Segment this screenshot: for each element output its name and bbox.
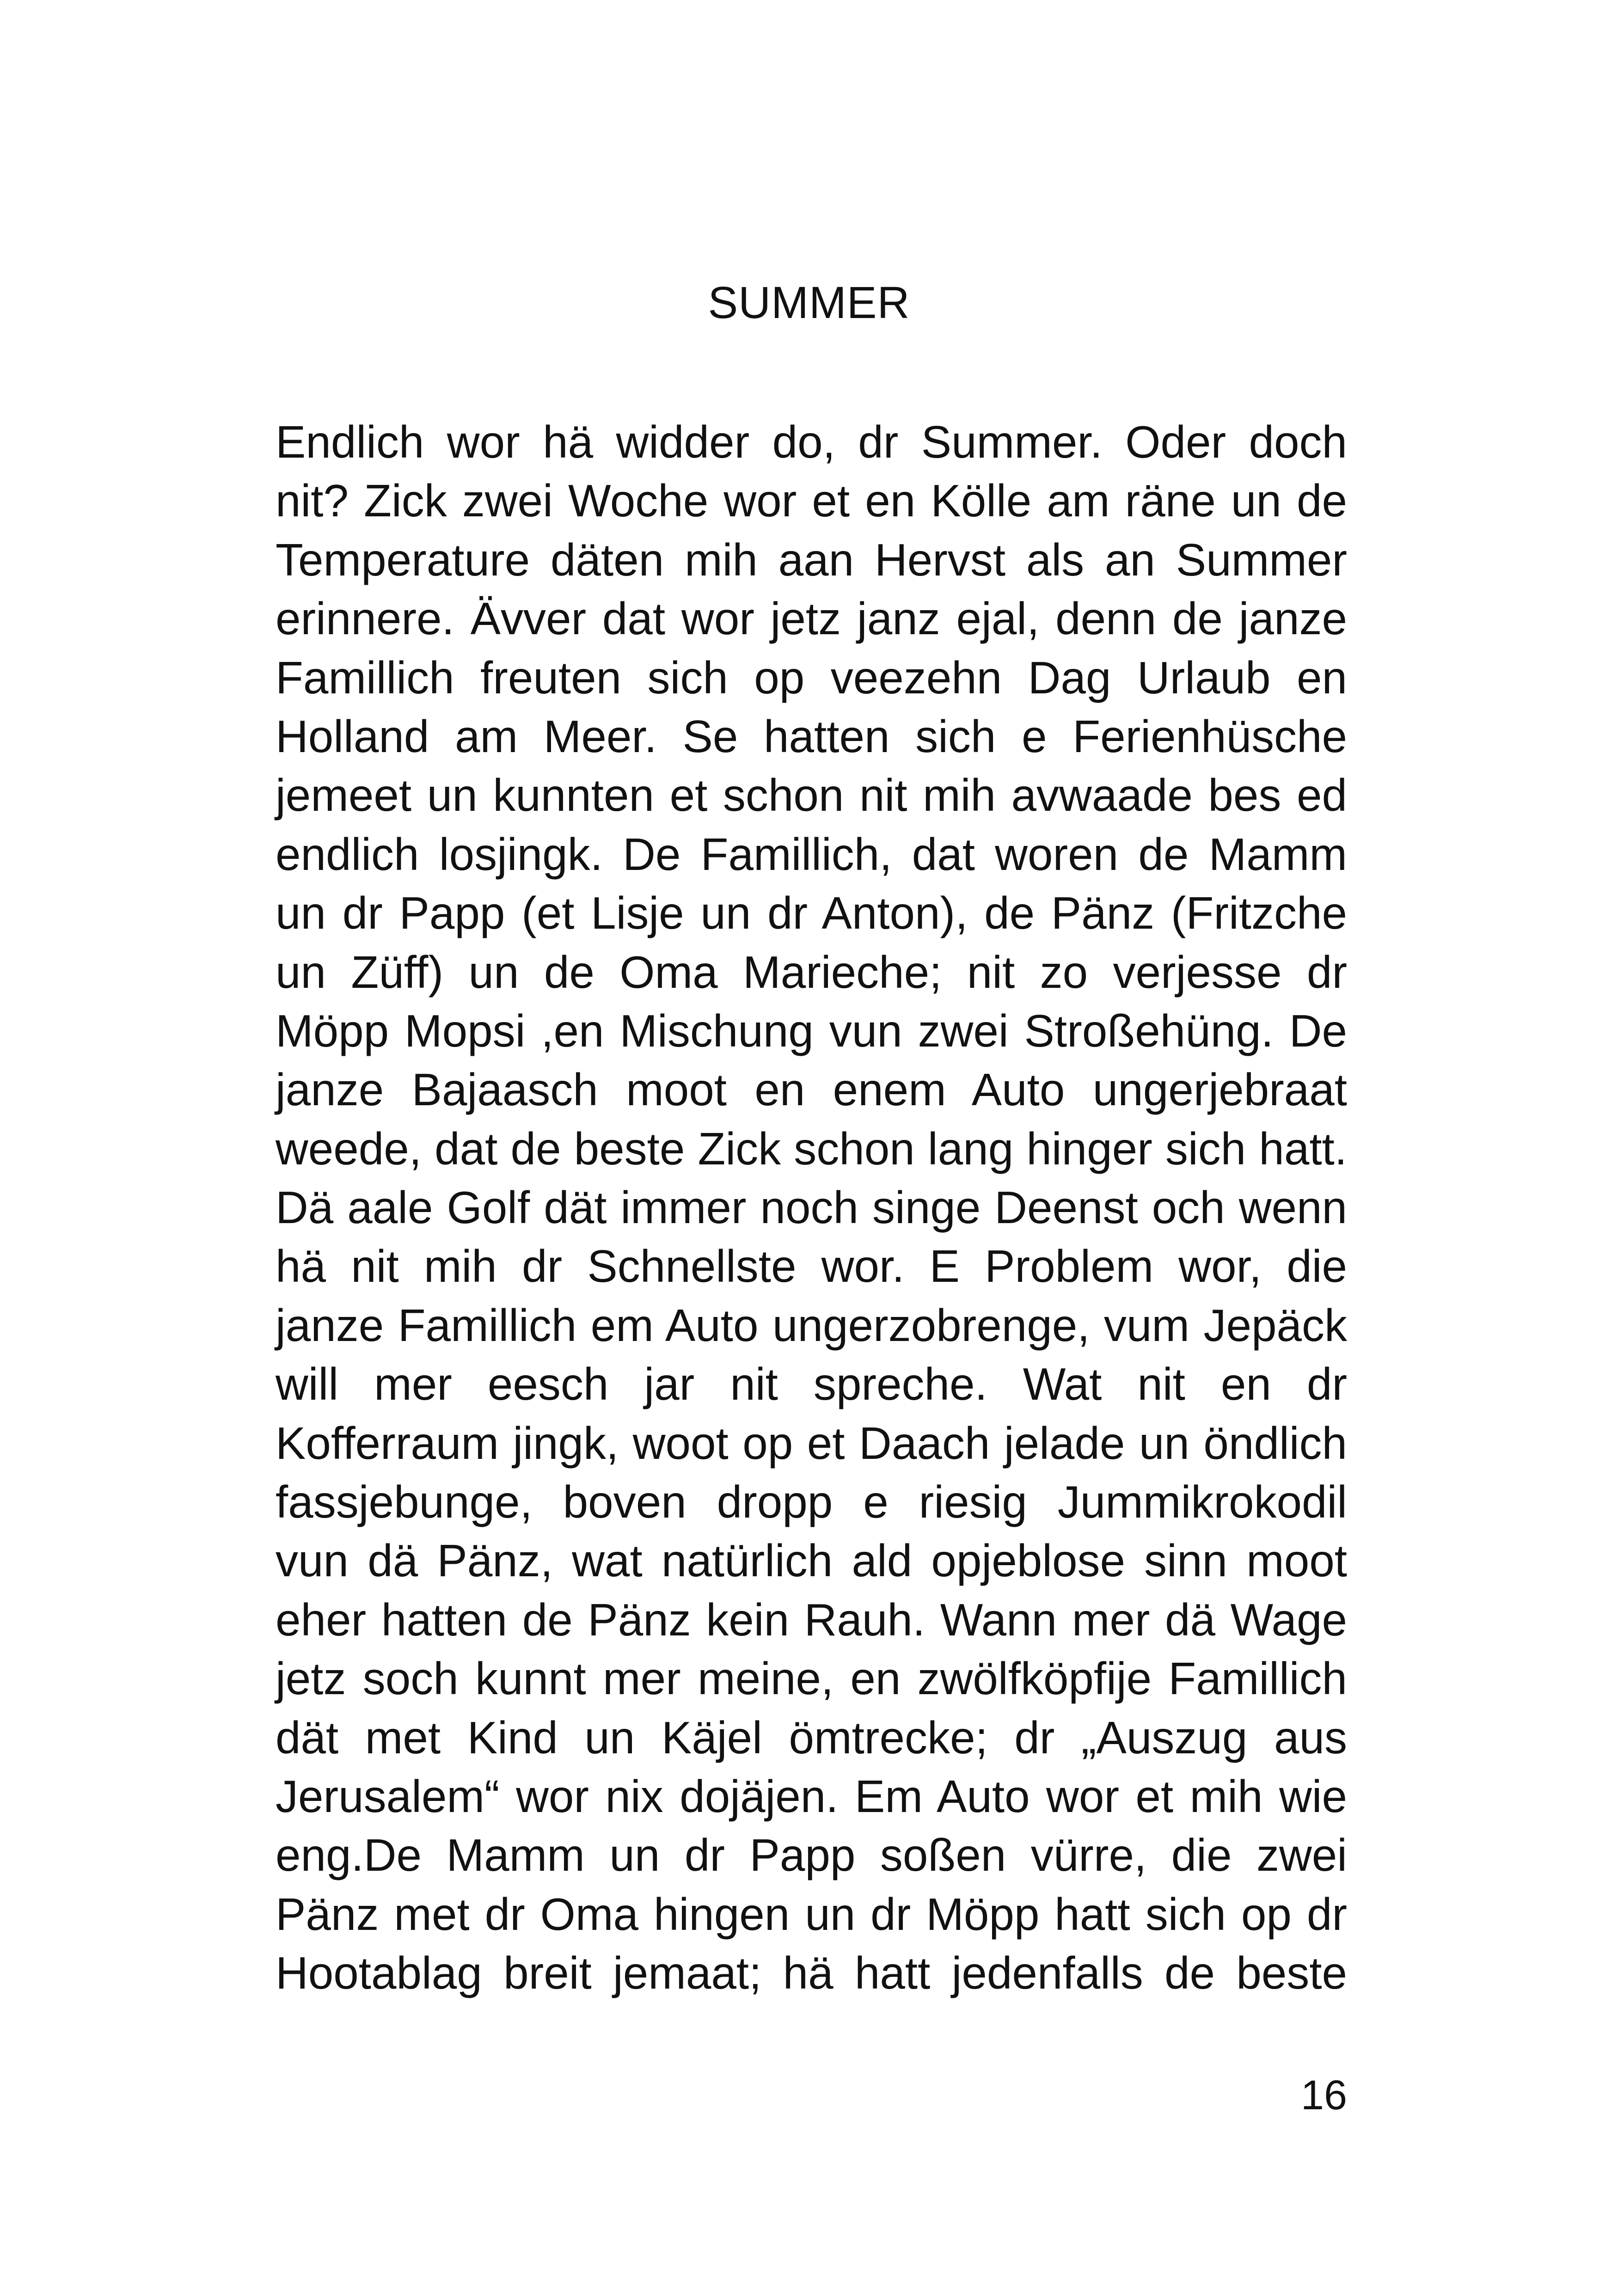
text-line: hä nit mih dr Schnellste wor. E Problem wor, die — [276, 1241, 1347, 1292]
text-line: will mer eesch jar nit spreche. Wat nit en dr — [276, 1359, 1347, 1410]
text-line: janze Famillich em Auto ungerzobrenge, vum Jepäck — [276, 1299, 1347, 1351]
body-text — [276, 413, 1347, 2003]
text-line: un Züff) un de Oma Marieche; nit zo verjesse dr — [276, 946, 1347, 998]
page-number: 16 — [1300, 2072, 1347, 2118]
text-line: dät met Kind un Käjel ömtrecke; dr „Auszug aus — [276, 1712, 1347, 1763]
text-line: Pänz met dr Oma hingen un dr Möpp hatt sich op dr — [276, 1888, 1347, 1940]
text-line: eng.De Mamm un dr Papp soßen vürre, die zwei — [276, 1830, 1347, 1881]
text-line: Temperature däten mih aan Hervst als an Summer — [276, 534, 1347, 585]
text-line: vun dä Pänz, wat natürlich ald opjeblose sinn moot — [276, 1535, 1347, 1586]
text-line: Dä aale Golf dät immer noch singe Deenst och wenn — [276, 1182, 1347, 1233]
text-line: jetz soch kunnt mer meine, en zwölfköpfije Famillich — [276, 1653, 1347, 1704]
text-line: un dr Papp (et Lisje un dr Anton), de Pänz (Fritzche — [276, 888, 1347, 939]
text-line: Endlich wor hä widder do, dr Summer. Oder doch — [276, 416, 1347, 467]
text-line: jemeet un kunnten et schon nit mih avwaade bes ed — [276, 770, 1347, 821]
text-line: Holland am Meer. Se hatten sich e Ferienhüsche — [276, 710, 1347, 762]
text-line: Kofferraum jingk, woot op et Daach jelade un öndlich — [276, 1417, 1347, 1469]
text-line: Hootablag breit jemaat; hä hatt jedenfalls de beste — [276, 1947, 1347, 1999]
text-line: erinnere. Ävver dat wor jetz janz ejal, denn de janze — [276, 593, 1347, 644]
text-line: Jerusalem“ wor nix dojäjen. Em Auto wor et mih wie — [276, 1770, 1347, 1822]
text-line: janze Bajaasch moot en enem Auto ungerjebraat — [276, 1064, 1347, 1115]
text-line: endlich losjingk. De Famillich, dat woren de Mamm — [276, 828, 1347, 880]
text-line: Famillich freuten sich op veezehn Dag Urlaub en — [276, 652, 1347, 703]
text-line: fassjebunge, boven dropp e riesig Jummikrokodil — [276, 1476, 1347, 1528]
text-line: Möpp Mopsi ,en Mischung vun zwei Stroßehüng. De — [276, 1005, 1347, 1056]
chapter-title: SUMMER — [708, 277, 910, 328]
text-line: nit? Zick zwei Woche wor et en Kölle am räne un de — [276, 475, 1347, 527]
text-line: eher hatten de Pänz kein Rauh. Wann mer dä Wage — [276, 1594, 1347, 1645]
text-line: weede, dat de beste Zick schon lang hinger sich hatt. — [276, 1123, 1347, 1174]
